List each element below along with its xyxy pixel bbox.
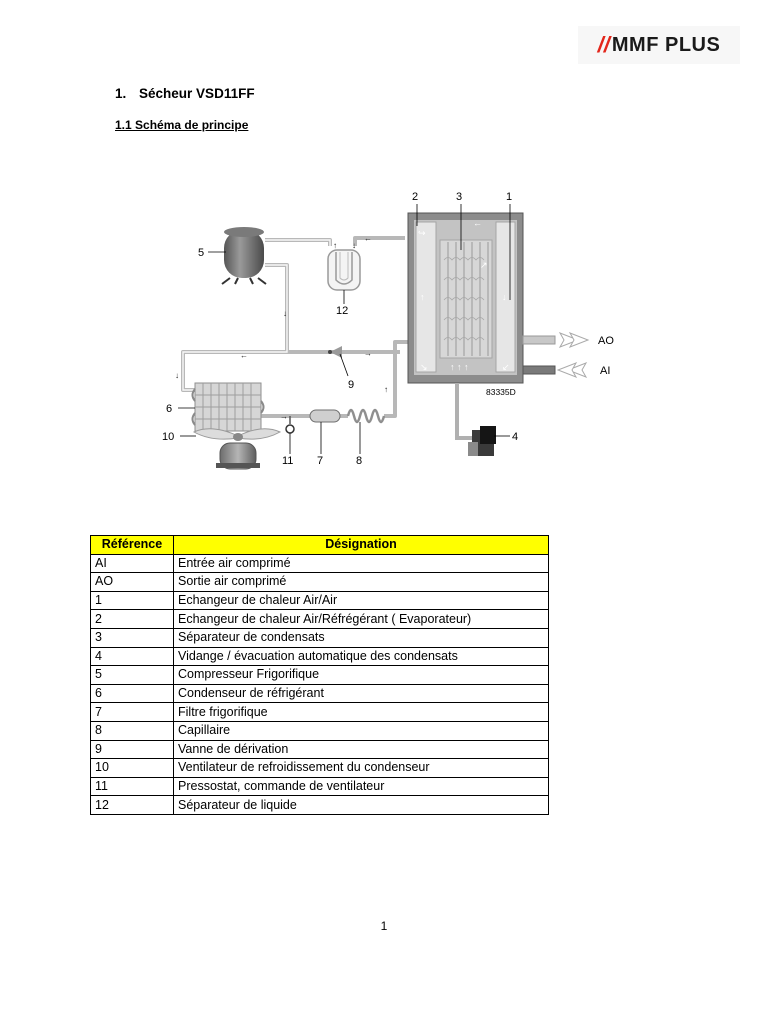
section-title: Sécheur VSD11FF xyxy=(139,86,255,101)
cell-reference: 5 xyxy=(91,666,174,685)
svg-text:←: ← xyxy=(240,351,248,360)
label-5: 5 xyxy=(198,247,205,259)
table-row xyxy=(91,573,549,592)
table-row xyxy=(91,647,549,666)
logo-slash: // xyxy=(597,32,610,57)
table-row xyxy=(91,759,549,778)
svg-text:↓: ↓ xyxy=(352,241,356,250)
cell-designation: Vidange / évacuation automatique des condensats xyxy=(174,647,549,666)
liquid-separator xyxy=(328,250,360,290)
fan-motor xyxy=(216,443,260,469)
label-9: 9 xyxy=(348,379,355,391)
table-row xyxy=(91,666,549,685)
cell-designation: Echangeur de chaleur Air/Air xyxy=(174,591,549,610)
table-row xyxy=(91,703,549,722)
cell-designation: Séparateur de condensats xyxy=(174,628,549,647)
cell-reference: 2 xyxy=(91,610,174,629)
label-12: 12 xyxy=(336,305,349,317)
air-outlet-pipe xyxy=(523,333,588,347)
cell-reference: 12 xyxy=(91,796,174,815)
refrigerant-condenser xyxy=(193,383,264,431)
svg-text:↪: ↪ xyxy=(418,228,426,238)
cell-designation: Echangeur de chaleur Air/Réfrégérant ( Evaporateur) xyxy=(174,610,549,629)
label-4: 4 xyxy=(512,431,519,443)
page-number: 1 xyxy=(380,919,388,933)
company-logo xyxy=(578,26,740,64)
svg-text:↑: ↑ xyxy=(384,385,388,394)
table-header-row xyxy=(91,536,549,555)
cell-reference: AI xyxy=(91,554,174,573)
svg-text:↗: ↗ xyxy=(480,260,488,270)
refrigerant-filter xyxy=(310,410,340,422)
subsection-heading: 1.1 Schéma de principe xyxy=(115,118,249,132)
svg-text:←: ← xyxy=(364,234,372,243)
section-number: 1. xyxy=(115,86,127,101)
bypass-valve xyxy=(328,346,342,358)
capillary-tube xyxy=(348,410,384,422)
cell-designation: Filtre frigorifique xyxy=(174,703,549,722)
cell-reference: 4 xyxy=(91,647,174,666)
cell-reference: AO xyxy=(91,573,174,592)
svg-text:←: ← xyxy=(473,218,482,228)
cell-designation: Vanne de dérivation xyxy=(174,740,549,759)
table-row xyxy=(91,777,549,796)
cell-designation: Capillaire xyxy=(174,721,549,740)
logo-text: MMF PLUS xyxy=(611,33,721,56)
cell-designation: Ventilateur de refroidissement du condenseur xyxy=(174,759,549,778)
svg-text:↑ ↑ ↑: ↑ ↑ ↑ xyxy=(450,362,469,372)
table-row xyxy=(91,721,549,740)
cell-reference: 3 xyxy=(91,628,174,647)
table-row xyxy=(91,591,549,610)
air-inlet-pipe xyxy=(523,363,586,377)
table-row xyxy=(91,554,549,573)
reference-table xyxy=(90,535,549,815)
svg-text:→: → xyxy=(364,349,372,358)
svg-text:↓: ↓ xyxy=(175,371,179,380)
label-1: 1 xyxy=(506,191,513,203)
heat-exchanger-block xyxy=(408,213,523,383)
cell-reference: 10 xyxy=(91,759,174,778)
refrigeration-compressor xyxy=(222,227,266,284)
table-row xyxy=(91,740,549,759)
dryer-schematic-diagram xyxy=(150,180,630,470)
cell-reference: 7 xyxy=(91,703,174,722)
cell-reference: 9 xyxy=(91,740,174,759)
table-row xyxy=(91,610,549,629)
label-10: 10 xyxy=(162,431,175,443)
table-row xyxy=(91,628,549,647)
table-body xyxy=(91,554,549,814)
cell-reference: 11 xyxy=(91,777,174,796)
label-2: 2 xyxy=(412,191,419,203)
svg-text:↑: ↑ xyxy=(420,292,425,302)
table-row xyxy=(91,796,549,815)
cell-designation: Entrée air comprimé xyxy=(174,554,549,573)
cell-designation: Sortie air comprimé xyxy=(174,573,549,592)
cell-reference: 8 xyxy=(91,721,174,740)
diagram-code: 83335D xyxy=(486,387,516,397)
svg-text:↙: ↙ xyxy=(502,362,510,372)
cell-designation: Séparateur de liquide xyxy=(174,796,549,815)
cell-reference: 1 xyxy=(91,591,174,610)
label-6: 6 xyxy=(166,403,173,415)
label-ai: AI xyxy=(600,365,611,377)
svg-text:↑: ↑ xyxy=(333,241,337,250)
svg-text:↓: ↓ xyxy=(502,292,507,302)
svg-text:↘: ↘ xyxy=(420,362,428,372)
header-designation: Désignation xyxy=(174,536,549,555)
cell-designation: Condenseur de réfrigérant xyxy=(174,684,549,703)
cell-designation: Pressostat, commande de ventilateur xyxy=(174,777,549,796)
table-row xyxy=(91,684,549,703)
header-reference: Référence xyxy=(91,536,174,555)
label-7: 7 xyxy=(317,455,324,467)
label-11: 11 xyxy=(282,455,294,467)
section-heading xyxy=(115,86,255,101)
svg-text:→: → xyxy=(280,412,288,421)
label-ao: AO xyxy=(598,335,614,347)
cell-designation: Compresseur Frigorifique xyxy=(174,666,549,685)
svg-text:↓: ↓ xyxy=(283,309,287,318)
label-3: 3 xyxy=(456,191,463,203)
label-8: 8 xyxy=(356,455,363,467)
cell-reference: 6 xyxy=(91,684,174,703)
